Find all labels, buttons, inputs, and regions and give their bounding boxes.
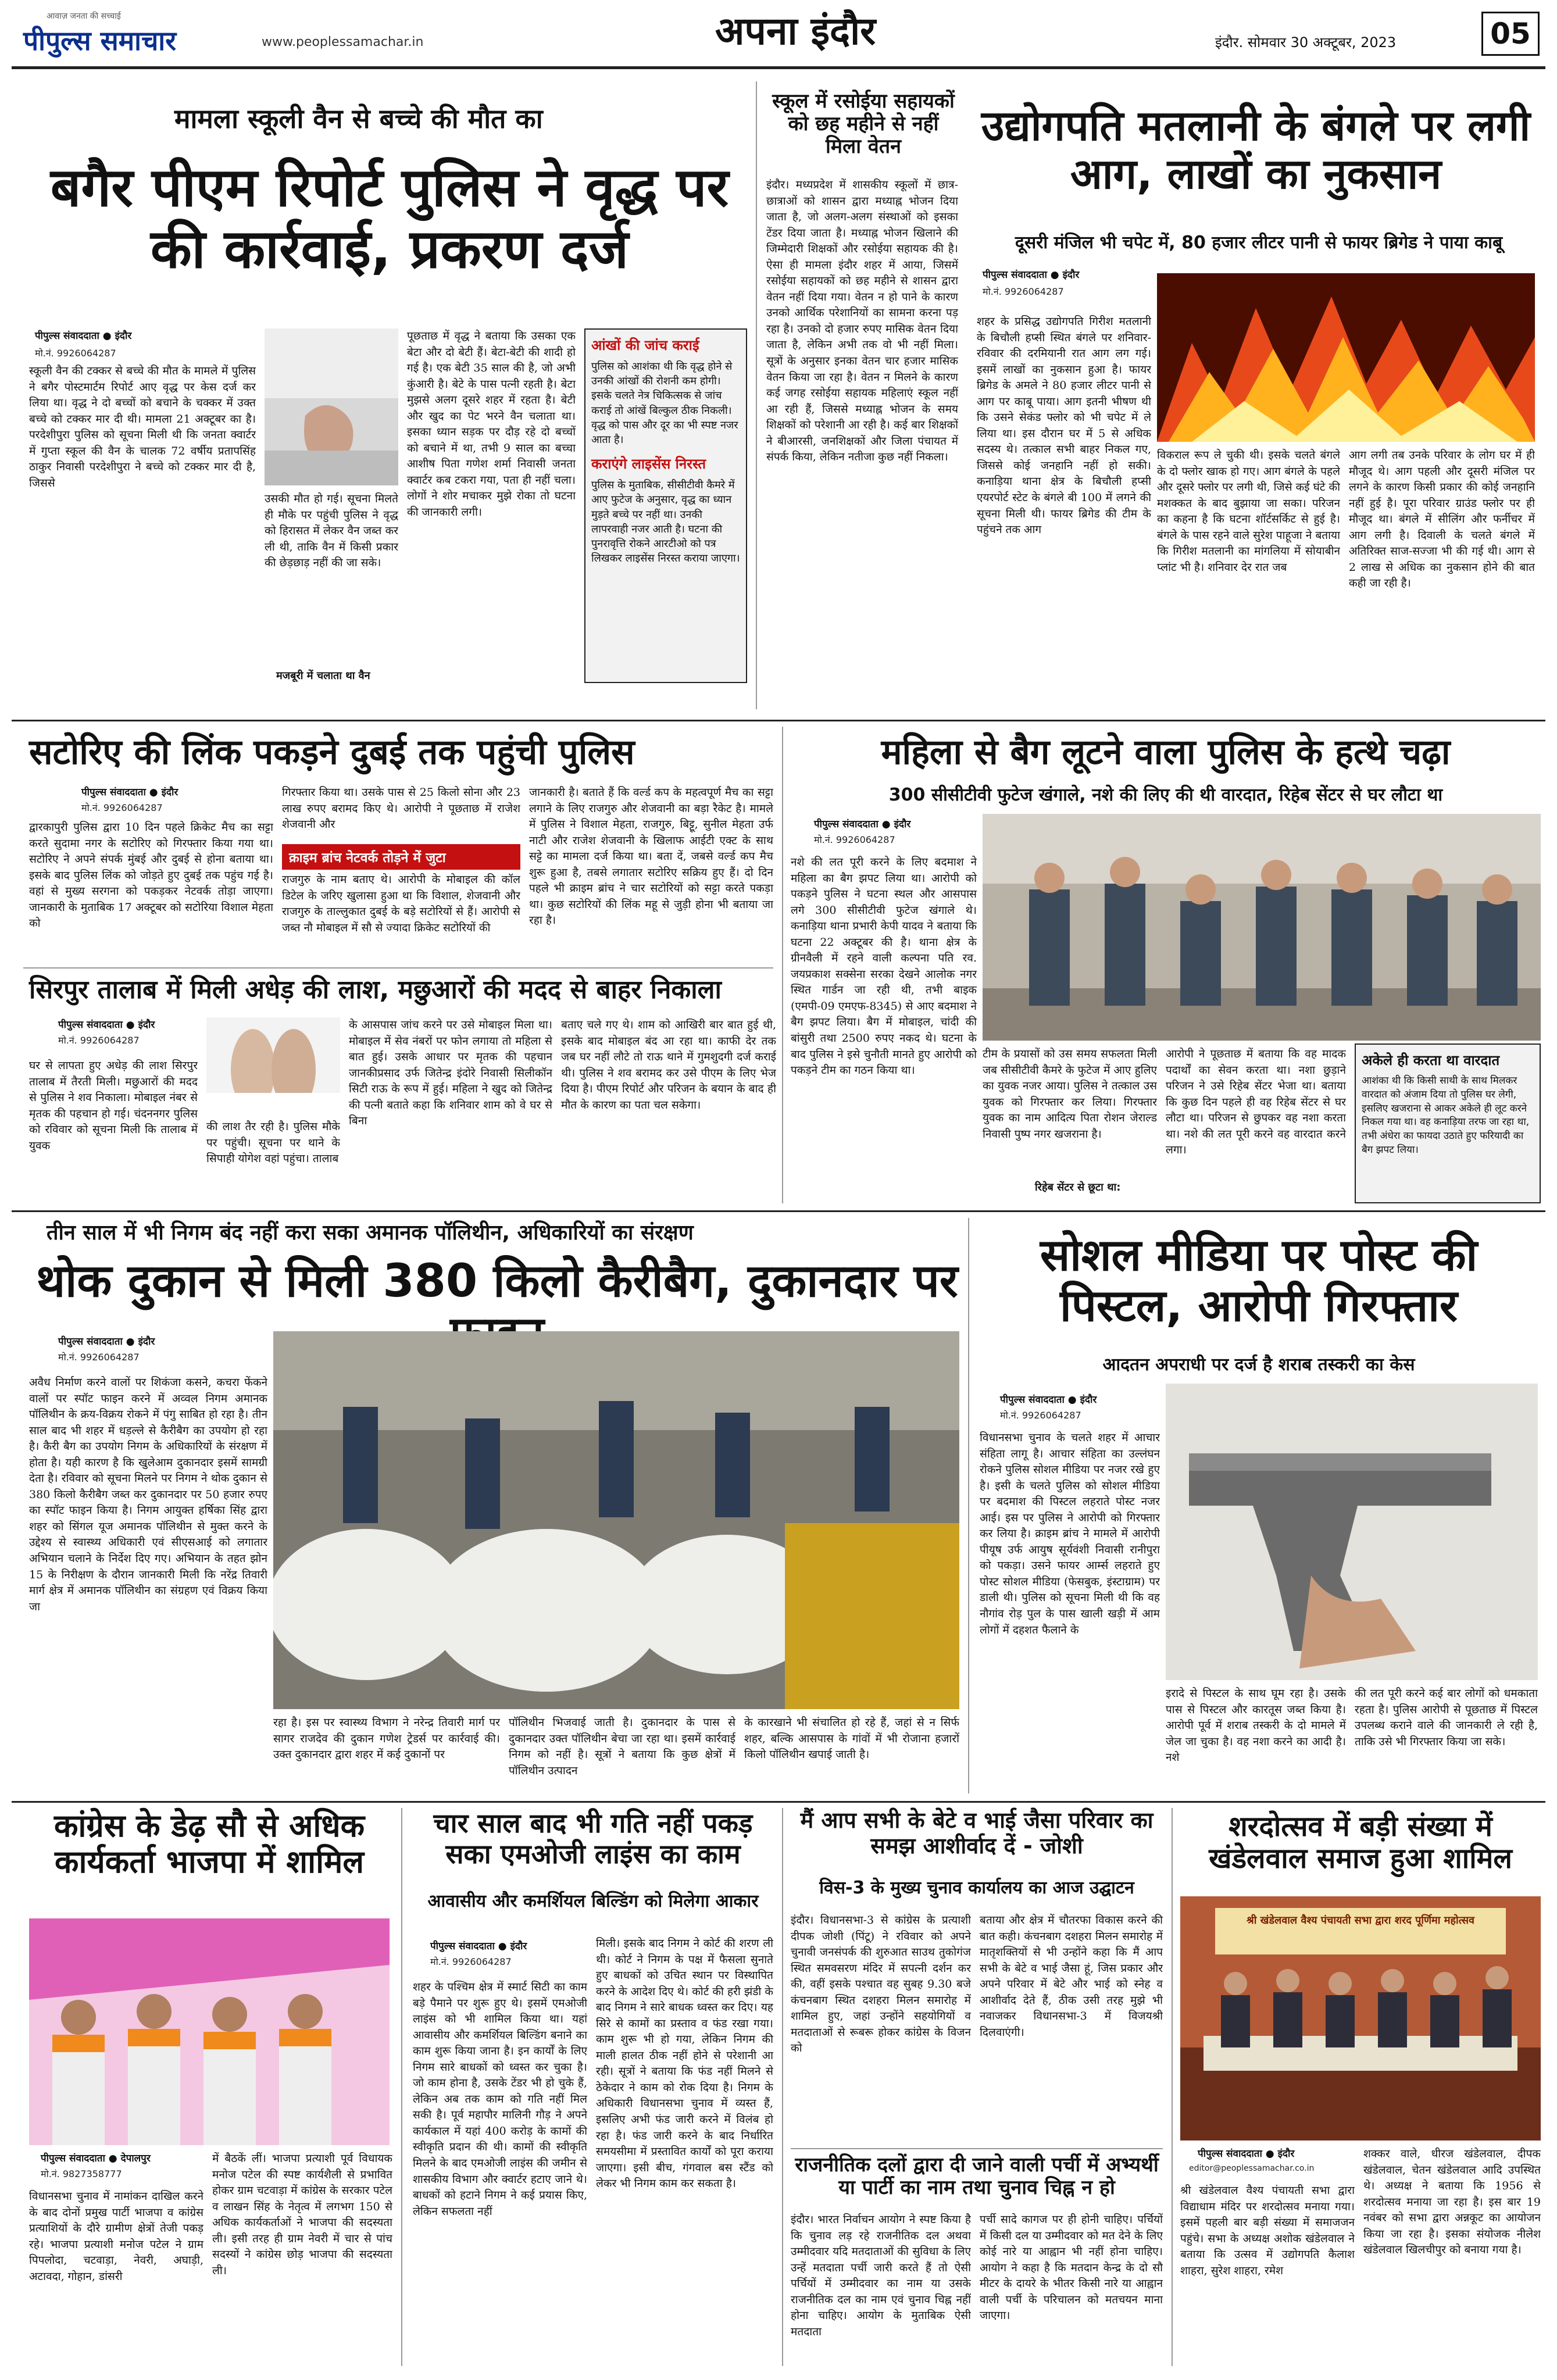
a6-col1: नशे की लत पूरी करने के लिए बदमाश ने महिला का बैग झपट लिया था। आरोपी को पकड़ने पुलिस ने घटना स्थल और आसपास लगे 300 सीसीटीवी फुटेज खंगाले थे। कनाड़िया थाना प्रभारी केपी यादव ने बताया कि घटना 22 अक्टूबर की है। थाना क्षेत्र के ग्रीनवैली में रहने वाली कल्पना पति रव. जयप्रकाश सक्सेना सरका देखने आलोक नगर स्थित गार्डन जा रही थी, तभी बाइक (एमपी-09 एमएफ-8345) से आए बदमाश ने बैग झपट लिया। बैग में मोबाइल, चांदी की बांसुरी तथा 2500 रुपए नकद थे। घटना के बाद पुलिस ने इसे चुनौती मानते हुए आरोपी को पकड़ने टीम का गठन किया था। bbox=[791, 856, 977, 1077]
a12-col2: पर्ची सादे कागज पर ही होनी चाहिए। पर्चियों में किसी दल या उम्मीदवार को मत देने के लिए कोई नारे या आह्वान भी नहीं होना चाहिए। आयोग ने कहा है कि मतदान केन्द्र के दो सौ मीटर के दायरे के भीतर किसी नारे या आह्वान वाली पर्ची के परिचालन को मतचयन माना जाएगा। bbox=[980, 2213, 1163, 2322]
a8-mobile: मो.नं. 9926064287 bbox=[1000, 1410, 1081, 1421]
a1-box-text2: पुलिस के मुताबिक, सीसीटीवी कैमरे में आए फुटेज के अनुसार, वृद्ध का ध्यान मुड़ते बच्चे पर नहीं था। उनकी लापरवाही नजर आती है। घटना की पुनरावृत्ति रोकने आरटीओ को पत्र लिखकर लाइसेंस निरस्त कराया जाएगा। bbox=[591, 479, 740, 565]
a4-byline: पीपुल्स संवाददाता ● इंदौर bbox=[81, 787, 178, 798]
a9-photo-rally bbox=[29, 1918, 390, 2145]
masthead-rule bbox=[12, 66, 1545, 69]
masthead bbox=[0, 0, 1557, 65]
a2-headline: स्कूल में रसोईया सहायकों को छह महीने से नहीं मिला वेतन bbox=[772, 90, 955, 159]
brand-tagline: आवाज़ जनता की सच्चाई bbox=[47, 12, 121, 21]
a7-col1: अवैध निर्माण करने वालों पर शिकंजा कसने, कचरा फेंकने वालों पर स्पॉट फाइन करने में अव्वल निगम अमानक पॉलिथीन के क्रय-विक्रय रोकने में पंगु साबित हो रहा है। तीन साल बाद भी शहर में धड़ल्ले से कैरीबैग का उपयोग हो रहा है। कैरी बैग का उपयोग निगम के अधिकारियों के संरक्षण में होता है। यही कारण है कि खुलेआम दुकानदार इसमें सामग्री देता है। रविवार को सूचना मिलने पर निगम ने थोक दुकान से 380 किलो कैरीबैग जब्त कर दुकानदार पर 50 हजार रुपए का स्पॉट फाइन किया है। निगम आयुक्त हर्षिका सिंह द्वारा शहर को सिंगल यूज अमानक पॉलिथीन से मुक्त करने के उद्देश्य से स्वास्थ्य अधिकारी एवं सीएसआई को लगातार अभियान चलाने के निर्देश दिए गए। अभियान के तहत झोन 15 के निरीक्षण के दौरान जानकारी मिली कि नरेंद्र तिवारी मार्ग क्षेत्र में अमानक पॉलिथीन का संग्रहण एवं विक्रय किया जा bbox=[29, 1376, 267, 1613]
dateline: इंदौर. सोमवार 30 अक्टूबर, 2023 bbox=[1215, 34, 1397, 51]
a6-box-text: आशंका थी कि किसी साथी के साथ मिलकर वारदात को अंजाम दिया तो पुलिस घर लेगी, इसलिए खजराना से आकर अकेले ही लूट करने निकल गया था। वह कनाड़िया तरफ जा रहा था, तभी अंधेरा का फायदा उठाते हुए फरियादी का बैग झपट लिया। bbox=[1362, 1075, 1530, 1156]
a13-col2: शक्कर वाले, धीरज खंडेलवाल, दीपक खंडेलवाल, चेतन खंडेलवाल आदि उपस्थित थे। अध्यक्ष ने बताया कि 1956 से शरदोत्सव मनाया जा रहा है। इस बार 19 नवंबर को सभा द्वारा अन्नकूट का आयोजन किया जा रहा है। इसका संयोजक नीलेश खंडेलवाल खिलचीपुर को बनाया गया है। bbox=[1363, 2147, 1541, 2257]
a5-col1: घर से लापता हुए अधेड़ की लाश सिरपुर तालाब में तैरती मिली। मछुआरों की मदद से पुलिस ने शव निकाला। मोबाइल नंबर से मृतक की पहचान हो गई। चंदननगर पुलिस को रविवार को सूचना मिली कि तालाब में युवक bbox=[29, 1059, 198, 1152]
a2-divider bbox=[756, 81, 757, 709]
a13-photo-event bbox=[1180, 1896, 1541, 2140]
a3-byline: पीपुल्स संवाददाता ● इंदौर bbox=[983, 269, 1080, 281]
a8-col3: की लत पूरी करने कई बार लोगों को धमकाता रहता है। पुलिस आरोपी से पूछताछ में पिस्टल उपलब्ध कराने वाले की जानकारी ले रही है, ताकि उसे भी गिरफ्तार किया जा सके। bbox=[1355, 1687, 1538, 1748]
a8-photo-pistol bbox=[1166, 1384, 1538, 1680]
a5-col2a: की लाश तैर रही है। पुलिस मौके पर पहुंची। सूचना पर थाने के सिपाही योगेश वहां पहुंचा। तालाब bbox=[206, 1120, 340, 1166]
a6-subheadline: 300 सीसीटीवी फुटेज खंगाले, नशे की लिए की थी वारदात, रिहेब सेंटर से घर लौटा था bbox=[888, 785, 1443, 805]
a9-col1: विधानसभा चुनाव में नामांकन दाखिल करने के बाद दोनों प्रमुख पार्टी भाजपा व कांग्रेस प्रत्याशियों के दौरे ग्रामीण क्षेत्रों तेजी पकड़ रहे। भाजपा प्रत्याशी मनोज पटेल ने ग्राम पिपलोदा, चटवाड़ा, नेवरी, अघाड़ी, अटावदा, गोहान, डांसरी bbox=[29, 2190, 203, 2283]
a9-headline: कांग्रेस के डेढ़ सौ से अधिक कार्यकर्ता भाजपा में शामिल bbox=[53, 1807, 365, 1881]
a4-col2a: गिरफ्तार किया था। उसके पास से 25 किलो सोना और 23 लाख रुपए बरामद किए थे। आरोपी ने पूछताछ में राजेश शेजवानी और bbox=[282, 786, 520, 831]
a4-mobile: मो.नं. 9926064287 bbox=[81, 802, 163, 813]
a3-headline: उद्योगपति मतलानी के बंगले पर लगी आग, लाखों का नुकसान bbox=[981, 101, 1531, 198]
a7-col3: पॉलिथीन भिजवाई जाती है। दुकानदार के पास से दुकानदार उक्त पॉलिथीन बेचा जा रहा था। इसमें कार्रवाई निगम को नहीं है। सूत्रों ने बताया कि कुछ क्षेत्रों में पॉलिथीन उत्पादन bbox=[509, 1716, 735, 1777]
website-url: www.peoplessamachar.in bbox=[262, 35, 424, 49]
a1-box-text1: पुलिस को आशंका थी कि वृद्ध होने से उनकी आंखों की रोशनी कम होगी। इसके चलते नेत्र चिकित्सक से जांच कराई तो आंखें बिल्कुल ठीक निकली। वृद्ध को पास और दूर का भी स्पष्ट नजर आता है। bbox=[591, 360, 738, 446]
a12-headline: राजनीतिक दलों द्वारा दी जाने वाली पर्ची में अभ्यर्थी या पार्टी का नाम तथा चुनाव चिह्न न हो bbox=[795, 2153, 1159, 2200]
a4-headline: सटोरिए की लिंक पकड़ने दुबई तक पहुंची पुलिस bbox=[29, 732, 635, 773]
a1-mobile: मो.नं. 9926064287 bbox=[35, 348, 116, 359]
a5-mobile: मो.नं. 9926064287 bbox=[58, 1035, 140, 1046]
a11-divider bbox=[782, 1808, 783, 2366]
a10-byline: पीपुल्स संवाददाता ● इंदौर bbox=[430, 1941, 527, 1952]
a8-byline: पीपुल्स संवाददाता ● इंदौर bbox=[1000, 1394, 1097, 1406]
a9-byline: पीपुल्स संवाददाता ● देपालपुर bbox=[41, 2153, 151, 2164]
a3-mobile: मो.नं. 9926064287 bbox=[983, 286, 1064, 297]
a7-photo-seizure bbox=[273, 1331, 959, 1709]
brand-logo bbox=[23, 10, 267, 57]
section-title: अपना इंदौर bbox=[715, 9, 876, 53]
a6-headline: महिला से बैग लूटने वाला पुलिस के हत्थे चढ़ा bbox=[881, 732, 1451, 773]
a10-col2: मिली। इसके बाद निगम ने कोर्ट की शरण ली थी। कोर्ट ने निगम के पक्ष में फैसला सुनाते हुए बाधकों को उचित स्थान पर विस्थापित करने के आदेश दिए थे। कोर्ट की हरी झंडी के बाद निगम ने सारे बाधक ध्वस्त कर दिए। यह सिरे से कामों का प्रस्ताव व फंड रखा गया। काम शुरू भी हो गया, लेकिन निगम की माली हालत ठीक नहीं होने से परेशानी आ रही। सूत्रों ने बताया कि फंड नहीं मिलने से ठेकेदार ने काम को रोक दिया है। निगम के अधिकारी विधानसभा चुनाव में व्यस्त हैं, इसलिए अभी फंड जारी करने में विलंब हो रहा है। फंड जारी करने के बाद निर्धारित समयसीमा में प्रस्तावित कार्यों को पूरा कराया जाएगा। इसी बीच, गंगवाल बस स्टैंड को लेकर भी निगम काम कर सकता है। bbox=[596, 1937, 773, 2190]
a7-kicker: तीन साल में भी निगम बंद नहीं करा सका अमानक पॉलिथीन, अधिकारियों का संरक्षण bbox=[47, 1221, 694, 1245]
a4-col1: द्वारकापुरी पुलिस द्वारा 10 दिन पहले क्रिकेट मैच का सट्टा करते सुदामा नगर के सटोरिए को गिरफ्तार किया गया था। सटोरिए ने अपने संपर्क मुंबई और दुबई से होना बताया था। इसके बाद पुलिस लिंक को जोड़ते हुए दुबई तक पहुंच गई है। वहां से मुख्य सरगना को पकड़कर नेटवर्क तोड़ा जाएगा। जानकारी के मुताबिक 17 अक्टूबर को सटोरिया विशाल मेहता को bbox=[29, 821, 273, 930]
a6-box-heading: अकेले ही करता था वारदात bbox=[1362, 1052, 1500, 1069]
a11-headline: मैं आप सभी के बेटे व भाई जैसा परिवार का समझ आशीर्वाद दें - जोशी bbox=[800, 1807, 1154, 1859]
a13-byline: पीपुल्स संवाददाता ● इंदौर bbox=[1198, 2148, 1295, 2160]
a2-body: इंदौर। मध्यप्रदेश में शासकीय स्कूलों में छात्र-छात्राओं को शासन द्वारा मध्याह्न भोजन दिया जाता है, जो अलग-अलग संस्थाओं को इसका टेंडर दिया जाता है। मध्याह्न भोजन खिलाने की जिम्मेदारी शिक्षकों और रसोईया सहायक की है। ऐसा ही मामला इंदौर शहर में आया, जिसमें रसोईया सहायकों को छह महीने से शासन द्वारा वेतन नहीं दिया गया। वेतन न हो पाने के कारण उनको आर्थिक परेशानियों का सामना करना पड़ रहा है। उनको दो हजार रुपए मासिक वेतन दिया जाता है, लेकिन अभी तक वो भी नहीं मिला। सूत्रों के अनुसार इनका वेतन चार हजार मासिक वेतन किया जा रहा है। वेतन न मिलने के कारण कई जगह रसोईया सहायक महिलाएं स्कूल नहीं आ रही हैं, जिससे मध्याह्न भोजन के समय शिक्षकों को परेशानी आ रही है। कई बार शिक्षकों ने बीआरसी, जनशिक्षकों और जिला पंचायत में संपर्क किया, लेकिन नतीजा कुछ नहीं निकला। bbox=[766, 178, 958, 464]
a1-photo-hand bbox=[265, 328, 398, 485]
row-rule-1 bbox=[12, 720, 1545, 721]
a10-col1: शहर के पश्चिम क्षेत्र में स्मार्ट सिटी का काम बड़े पैमाने पर शुरू हुए थे। इसमें एमओजी लाइंस को भी शामिल किया था। यहां आवासीय और कमर्शियल बिल्डिंग बनाने का काम शुरू किया जाना है। इन कार्यों के लिए निगम सारे बाधकों को ध्वस्त कर चुका है। जो काम होना है, उसके टेंडर भी हो चुके हैं, लेकिन अब तक काम को गति नहीं मिल सकी है। पूर्व महापौर मालिनी गौड़ ने अपने कार्यकाल में यहां 400 करोड़ के कामों की स्वीकृति प्रदान की थी। कामों की स्वीकृति मिलने के बाद एमओजी लाइंस की जमीन से शासकीय विभाग और क्वार्टर हटाए जाने थे। बाधकों को हटाने निगम ने कई प्रयास किए, लेकिन सफलता नहीं bbox=[413, 1981, 587, 2218]
a6-sidebox bbox=[1355, 1044, 1541, 1203]
brand-name: पीपुल्स समाचार bbox=[23, 25, 177, 56]
a1-kicker: मामला स्कूली वैन से बच्चे की मौत का bbox=[174, 103, 543, 134]
page-number: 05 bbox=[1481, 12, 1540, 56]
a6-col3: आरोपी ने पूछताछ में बताया कि वह मादक पदार्थों का सेवन करता था। नशा छुड़ाने परिजन ने उसे रिहेब सेंटर भेजा था। बताया कि कुछ दिन पहले ही वह रिहेब सेंटर से घर लौटा था। परिजन से छुपकर वह नशा करता था। नशे की लत पूरी करने वह वारदात करने लगा। bbox=[1166, 1048, 1346, 1157]
a5-byline: पीपुल्स संवाददाता ● इंदौर bbox=[58, 1019, 155, 1031]
a8-headline: सोशल मीडिया पर पोस्ट की पिस्टल, आरोपी गिरफ्तार bbox=[1040, 1229, 1478, 1332]
a8-divider bbox=[968, 1218, 969, 1793]
a11-a12-rule bbox=[791, 2148, 1163, 2149]
a3-col3: आग लगी तब उनके परिवार के लोग घर में ही मौजूद थे। आग पहली और दूसरी मंजिल पर लगने के कारण किसी प्रकार की कोई जनहानि नहीं हुई है। पूरा परिवार ग्राउंड फ्लोर पर ही मौजूद था। बंगले में सीलिंग और फर्नीचर में आग लगी है। दिवाली के चलते बंगले में अतिरिक्त साज-सज्जा भी की गई थी। आग से 2 लाख से अधिक का नुकसान होने की बात कही जा रही है। bbox=[1349, 449, 1535, 590]
a6-col2: टीम के प्रयासों को उस समय सफलता मिली जब सीसीटीवी कैमरे के फुटेज में आए हुलिए का युवक नजर आया। पुलिस ने तत्काल उस युवक को गिरफ्तार कर लिया। गिरफ्तार युवक का नाम आदित्य पिता रोशन जेराल्ड निवासी पुष्प नगर खजराना है। bbox=[983, 1048, 1157, 1141]
a13-divider bbox=[1172, 1808, 1173, 2366]
a5-photo-feet bbox=[206, 1017, 340, 1116]
a5-headline: सिरपुर तालाब में मिली अधेड़ की लाश, मछुआरों की मदद से बाहर निकाला bbox=[29, 975, 722, 1005]
a6-divider bbox=[782, 727, 783, 1203]
a13-headline: शरदोत्सव में बड़ी संख्या में खंडेलवाल समाज हुआ शामिल bbox=[1209, 1810, 1512, 1875]
a3-col2: विकराल रूप ले चुकी थी। इसके चलते बंगले के दो फ्लोर खाक हो गए। आग बंगले के पहले और दूसरे फ्लोर पर लगी थी, जिसे कई घंटे की मशक्कत के बाद बुझाया जा सका। परिजन का कहना है कि घटना शॉर्टसर्किट से हुई है। बंगले के पास रहने वाले सुरेश पाहूजा ने बताया कि गिरीश मतलानी का मांगलिया में सोयाबीन प्लांट भी है। शनिवार देर रात जब bbox=[1157, 449, 1340, 574]
a8-subheadline: आदतन अपराधी पर दर्ज है शराब तस्करी का केस bbox=[1102, 1355, 1415, 1375]
a4-col2b: राजगुरु के नाम बताए थे। आरोपी के मोबाइल की कॉल डिटेल के जरिए खुलासा हुआ था कि विशाल, शेजवानी और राजगुरु के ताल्लुकात दुबई के बड़े सटोरियों से हैं। आरोपी से जब्त नौ मोबाइल में सौ से ज्यादा क्रिकेट सटोरियों की bbox=[282, 873, 520, 934]
a10-divider bbox=[401, 1808, 402, 2366]
a3-photo-fire bbox=[1157, 273, 1535, 442]
a5-col2b: के आसपास जांच करने पर उसे मोबाइल मिला था। मोबाइल में सेव नंबरों पर फोन लगाया तो महिला से बात हुई। उसके आधार पर मृतक की पहचान जानकीप्रसाद उर्फ जितेन्द्र इंदोरे निवासी सिलीकॉन सिटी राऊ के रूप में हुई। महिला ने खुद को जितेन्द्र की पत्नी बताते कहा कि शनिवार शाम को वे घर से बिना bbox=[349, 1019, 552, 1128]
a13-col1: श्री खंडेलवाल वैश्य पंचायती सभा द्वारा विद्याधाम मंदिर पर शरदोत्सव मनाया गया। इसमें पहली बार बड़ी संख्या में समाजजन पहुंचे। सभा के अध्यक्ष अशोक खंडेलवाल ने बताया कि उत्सव में उद्योगपति कैलाश शाहरा, सुरेश शाहरा, रमेश bbox=[1180, 2184, 1355, 2277]
a6-caption: रिहेब सेंटर से छूटा था: bbox=[1035, 1181, 1121, 1193]
a11-col2: बताया और क्षेत्र में चौतरफा विकास करने की बात कही। कंचनबाग दशहरा मिलन समारोह में मातृशक्तियों से भी उन्होंने कहा कि मैं आप सभी के बेटे व भाई जैसा हूं, जिस प्रकार और अपने परिवार में बेटे और भाई को स्नेह व आशीर्वाद देते हैं, ठीक उसी तरह मुझे भी नवाजकर विधानसभा-3 में विजयश्री दिलवाएंगी। bbox=[980, 1914, 1163, 2039]
a7-col4: के कारखाने भी संचालित हो रहे हैं, जहां से न सिर्फ शहर, बल्कि आसपास के गांवों में भी रोजाना हजारों किलो पॉलिथीन खपाई जाती है। bbox=[744, 1716, 959, 1761]
a3-col1: शहर के प्रसिद्ध उद्योगपति गिरीश मतलानी के बिचौली हप्सी स्थित बंगले पर शनिवार-रविवार की दरमियानी रात आग लग गई। इसमें लाखों का नुकसान हुआ है। फायर ब्रिगेड के अमले ने 80 हजार लीटर पानी से आग पर काबू पाया। आग इतनी भीषण थी कि उसने सेकंड फ्लोर को भी चपेट में ले लिया था। इस दौरान घर में 5 से अधिक सदस्य थे। तत्काल सभी बाहर निकल गए, जिससे कोई जनहानि नहीं हो सकी। कनाड़िया थाना क्षेत्र के बिचौली हप्सी एयरपोर्ट स्टेट के बंगले बी 100 में लगने की सूचना मिली थी। फायर ब्रिगेड की टीम के पहुंचने तक आग bbox=[977, 315, 1151, 537]
a1-caption: मजबूरी में चलाता था वैन bbox=[276, 670, 370, 682]
a11-subheadline: विस-3 के मुख्य चुनाव कार्यालय का आज उद्घाटन bbox=[819, 1878, 1134, 1898]
row-rule-3 bbox=[12, 1801, 1545, 1803]
row-rule-2 bbox=[12, 1210, 1545, 1212]
a1-sidebox bbox=[584, 328, 747, 683]
a8-col2: इरादे से पिस्टल के साथ घूम रहा है। उसके पास से पिस्टल और कारतूस जब्त किया है। आरोपी पूर्व में शराब तस्करी के दो मामले में जेल जा चुका है। वह नशा करने का आदी है। नशे bbox=[1166, 1687, 1346, 1764]
a6-mobile: मो.नं. 9926064287 bbox=[814, 834, 895, 845]
a5-col3: बताए चले गए थे। शाम को आखिरी बार बात हुई थी, इसके बाद मोबाइल बंद आ रहा था। काफी देर तक जब घर नहीं लौटे तो राऊ थाने में गुमशुदगी दर्ज कराई थी। पुलिस ने शव बरामद कर उसे पीएम के लिए भेज दिया है। पीएम रिपोर्ट और परिजन के बयान के बाद ही मौत के कारण का पता चल सकेगा। bbox=[561, 1019, 776, 1112]
a13-email: editor@peoplessamachar.co.in bbox=[1189, 2164, 1315, 2173]
a11-col1: इंदौर। विधानसभा-3 से कांग्रेस के प्रत्याशी दीपक जोशी (पिंटू) ने रविवार को अपने चुनावी जनसंपर्क की शुरुआत साउथ तुकोगंज स्थित समवसरण मंदिर में सपत्नी दर्शन कर की, वहीं इसके पश्चात वह सुबह 9.30 बजे कंचनबाग स्थित दशहरा मिलन समारोह में शामिल हुए, जहां उन्होंने सहयोगियों व मतदाताओं से रूबरू होकर कांग्रेस के विजन को bbox=[791, 1914, 971, 2055]
a7-col2: रहा है। इस पर स्वास्थ्य विभाग ने नरेन्द्र तिवारी मार्ग पर सागर राजदेव की दुकान गणेश ट्रेडर्स पर कार्रवाई की। उक्त दुकानदार द्वारा शहर में कई दुकानों पर bbox=[273, 1716, 500, 1761]
a7-headline: थोक दुकान से मिली 380 किलो कैरीबैग, दुकानदार पर bbox=[36, 1255, 958, 1307]
a1-box-heading2: कराएंगे लाइसेंस निरस्त bbox=[591, 456, 706, 473]
a1-col3: पूछताछ में वृद्ध ने बताया कि उसका एक बेटा और दो बेटी हैं। बेटा-बेटी की शादी हो गई है। एक बेटी 35 साल की है, जो अभी कुंआरी है। बेटे के पास पत्नी रहती है। बेटा मुझसे अलग दूसरे शहर में रहता है। बेटी और खुद का पेट भरने वैन चलाता था। इसका ध्यान सड़क पर दौड़ रहे दो बच्चों को बचाने में था, तभी 9 साल का बच्चा आशीष पिता गणेश शर्मा निवासी जनता क्वार्टर कब टकरा गया, पता ही नहीं चला। लोगों ने शोर मचाकर मुझे रोका तो घटना की जानकारी लगी। bbox=[407, 330, 576, 519]
a1-col2: उसकी मौत हो गई। सूचना मिलते ही मौके पर पहुंची पुलिस ने वृद्ध को हिरासत में लेकर वैन जब्त कर ली थी, ताकि वैन में किसी प्रकार की छेड़छाड़ नहीं की जा सके। bbox=[265, 492, 398, 570]
a7-byline: पीपुल्स संवाददाता ● इंदौर bbox=[58, 1336, 155, 1348]
a1-headline: बगैर पीएम रिपोर्ट पुलिस ने वृद्ध पर की कार्रवाई, प्रकरण दर्ज bbox=[50, 156, 729, 280]
a4-col3: जानकारी है। बताते हैं कि वर्ल्ड कप के महत्वपूर्ण मैच का सट्टा लगाने के लिए राजगुरु और शेजवानी का बड़ा रैकेट है। मामले में पुलिस ने विशाल मेहता, राजगुरु, बिट्टू, सुनील मेहता उर्फ नाटी और राजेश शेजवानी के खिलाफ आईटी एक्ट के साथ सट्टे का मामला दर्ज किया था। बता दें, जबसे वर्ल्ड कप मैच शुरू हुआ है, तबसे लगातार सटोरिए सक्रिय हुए हैं। दो दिन पहले भी क्राइम ब्रांच ने चार सटोरियों को सट्टा करते पकड़ा था। कुछ सटोरियों की लिंक महू से जुड़ी होना भी बताया जा रहा है। bbox=[529, 786, 773, 927]
a9-col2: में बैठकें लीं। भाजपा प्रत्याशी पूर्व विधायक मनोज पटेल की स्पष्ट कार्यशैली से प्रभावित होकर ग्राम चटवाड़ा में कांग्रेस के सरकार पटेल व लाखन सिंह के नेतृत्व में लगभग 150 से अधिक कार्यकर्ताओं ने भाजपा की सदस्यता ली। इसी तरह ही ग्राम नेवरी में चार से पांच सदस्यों ने कांग्रेस छोड़ भाजपा की सदस्यता ली। bbox=[212, 2152, 392, 2277]
a6-photo-police bbox=[983, 814, 1541, 1041]
a10-subheadline: आवासीय और कमर्शियल बिल्डिंग को मिलेगा आकार bbox=[427, 1891, 759, 1911]
a6-byline: पीपुल्स संवाददाता ● इंदौर bbox=[814, 819, 911, 830]
a9-mobile: मो.नं. 9827358777 bbox=[41, 2168, 122, 2179]
a10-mobile: मो.नं. 9926064287 bbox=[430, 1956, 512, 1967]
a1-box-heading1: आंखों की जांच कराई bbox=[591, 337, 699, 353]
a8-col1: विधानसभा चुनाव के चलते शहर में आचार संहिता लागू है। आचार संहिता का उल्लंघन रोकने पुलिस सोशल मीडिया पर नजर रखे हुए है। इसी के चलते पुलिस को सोशल मीडिया पर बदमाश की पिस्टल लहराते पोस्ट नजर आई। इस पर पुलिस ने आरोपी को गिरफ्तार कर लिया है। क्राइम ब्रांच ने मामले में आरोपी पीयूष उर्फ आयुष सूर्यवंशी निवासी रानीपुरा को पकड़ा। उसने फायर आर्म्स लहराते हुए पोस्ट सोशल मीडिया (फेसबुक, इंस्टाग्राम) पर डाली थी। पुलिस को सूचना मिली थी कि वह नौगांव रोड़ पुल के पास खाली खड़ी में आम लोगों में दहशत फैलाने के bbox=[980, 1431, 1160, 1636]
a12-col1: इंदौर। भारत निर्वाचन आयोग ने स्पष्ट किया है कि चुनाव लड़ रहे राजनीतिक दल अथवा उम्मीदवार यदि मतदाताओं की सुविधा के लिए उन्हें मतदाता पर्ची जारी करते हैं तो ऐसी पर्चियों में उम्मीदवार का नाम या उसके राजनीतिक दल का नाम एवं चुनाव चिह्न नहीं होना चाहिए। आयोग के मुताबिक ऐसी मतदाता bbox=[791, 2213, 971, 2338]
a4-a5-rule bbox=[23, 967, 773, 969]
a13-event-banner: श्री खंडेलवाल वैश्य पंचायती सभा द्वारा शरद पूर्णिमा महोत्सव bbox=[1246, 1914, 1475, 1927]
a4-tag: क्राइम ब्रांच नेटवर्क तोड़ने में जुटा bbox=[282, 844, 520, 870]
a7-mobile: मो.नं. 9926064287 bbox=[58, 1352, 140, 1363]
a3-subheadline: दूसरी मंजिल भी चपेट में, 80 हजार लीटर पानी से फायर ब्रिगेड ने पाया काबू bbox=[1015, 233, 1503, 253]
a1-col1: स्कूली वैन की टक्कर से बच्चे की मौत के मामले में पुलिस ने बगैर पोस्टमार्टम रिपोर्ट आए वृद्ध पर केस दर्ज कर लिया था। वृद्ध ने दो बच्चों को बचाने के चक्कर में उक्त बच्चे को टक्कर मार दी थी। मामला 21 अक्टूबर का है। परदेशीपुरा पुलिस को सूचना मिली थी कि जनता क्वार्टर में गुप्ता स्कूल की वैन के चालक 72 वर्षीय प्रतापसिंह ठाकुर निवासी परदेशीपुरा ने बच्चे को टक्कर मार दी है, जिससे bbox=[29, 364, 256, 489]
a1-byline: पीपुल्स संवाददाता ● इंदौर bbox=[35, 330, 132, 342]
a10-headline: चार साल बाद भी गति नहीं पकड़ सका एमओजी लाइंस का काम bbox=[433, 1807, 753, 1870]
